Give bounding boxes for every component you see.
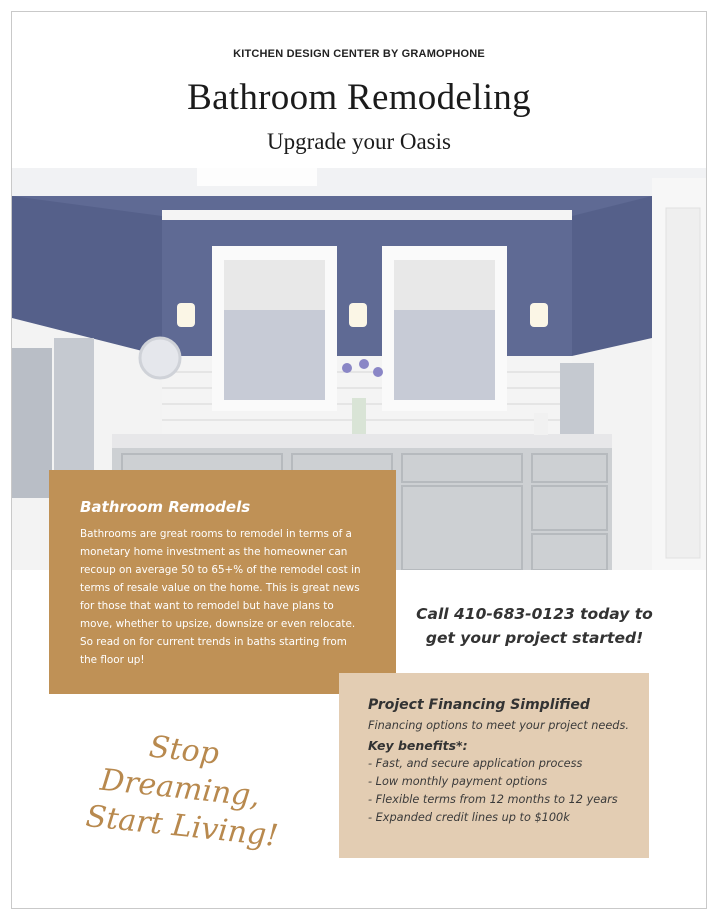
cta-prefix: Call xyxy=(416,605,455,623)
bathroom-remodels-box xyxy=(49,470,396,694)
call-to-action xyxy=(412,602,657,650)
benefit-item: - Expanded credit lines up to $100k xyxy=(368,811,570,824)
financing-heading: Project Financing Simplified xyxy=(368,697,590,713)
page-subtitle: Upgrade your Oasis xyxy=(267,129,451,154)
financing-intro: Financing options to meet your project needs. xyxy=(368,719,629,732)
tagline-line-2: Start Living! xyxy=(84,799,280,854)
tagline-line-1: Stop Dreaming, xyxy=(98,729,262,815)
flyer-page xyxy=(11,11,707,909)
tagline xyxy=(82,729,282,854)
benefit-item: - Low monthly payment options xyxy=(368,775,548,788)
benefit-item: - Fast, and secure application process xyxy=(368,757,583,770)
page-title: Bathroom Remodeling xyxy=(187,77,531,118)
benefit-item: - Flexible terms from 12 months to 12 years xyxy=(368,793,618,806)
remodels-body: Bathrooms are great rooms to remodel in terms of a monetary home investment as the homeowner can recoup on average 50 to 65+% of the remodel cost in terms of resale value on the home. This is great news for those that want to remodel but have plans to move, whether to upsize, downsize or even relocate. So read on for current trends in baths starting from the floor up! xyxy=(80,528,361,666)
company-name: KITCHEN DESIGN CENTER BY GRAMOPHONE xyxy=(233,48,485,60)
key-benefits-label: Key benefits*: xyxy=(368,738,468,753)
phone-number[interactable]: 410-683-0123 xyxy=(454,605,575,623)
financing-box xyxy=(339,673,649,858)
remodels-heading: Bathroom Remodels xyxy=(80,498,251,516)
cta-suffix: today to get your project started! xyxy=(425,605,653,647)
